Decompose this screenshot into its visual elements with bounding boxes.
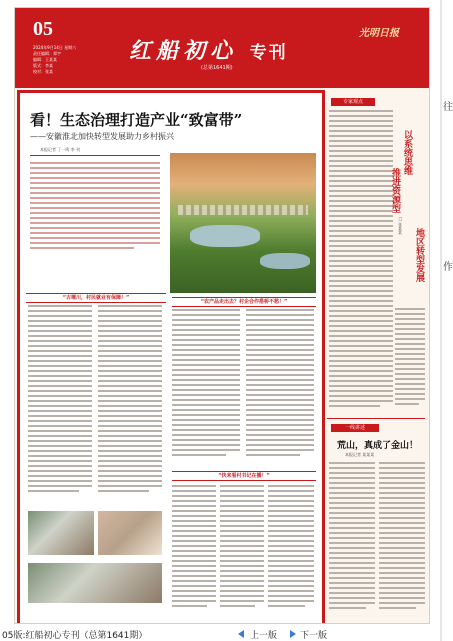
- photo-market: [28, 511, 94, 555]
- issue-number: (总第1641期): [201, 65, 233, 71]
- meta-line: 2024年9月14日 星期六: [33, 45, 77, 50]
- meta-line: 版式：李某: [33, 63, 53, 68]
- section-heading-text: “农产品走出去？村企合作搭桥不愁！”: [198, 298, 291, 306]
- opinion-title-line: 推进资源型: [390, 168, 400, 213]
- section-heading-1: [26, 293, 166, 303]
- page-header: [15, 8, 429, 88]
- meta-line: 校对：张某: [33, 69, 53, 74]
- opinion-title-line-3: [409, 228, 425, 282]
- text-column: [28, 305, 92, 505]
- photo-livestream: [98, 511, 162, 555]
- prev-page-link[interactable]: 上一版: [250, 631, 278, 641]
- section-heading-text: “快来看村书记在播！”: [215, 472, 273, 480]
- prev-arrow-icon[interactable]: [238, 630, 244, 638]
- divider: [327, 418, 425, 419]
- newspaper-logo: 光明日报: [359, 28, 399, 39]
- expert-view-badge: 专家观点: [331, 98, 375, 106]
- main-article[interactable]: [17, 90, 325, 624]
- article-byline: 本报记者 丁一鸣 李 刊: [40, 147, 80, 152]
- section-heading-text: “古堰川，村民就业有保障！”: [60, 294, 133, 302]
- article-headline[interactable]: 看！生态治理打造产业“致富带”: [30, 111, 243, 129]
- frontline-badge: 一线讲述: [331, 424, 379, 432]
- opinion-author: □ 张某某: [398, 216, 403, 235]
- article-intro: [30, 155, 160, 280]
- text-column: [172, 309, 240, 469]
- opinion-text: [329, 110, 393, 410]
- edge-text: 作: [443, 262, 453, 273]
- text-column: [268, 485, 314, 615]
- section-heading-3: [172, 471, 316, 481]
- page-footer: [0, 627, 440, 641]
- meta-line: 编辑：王某某: [33, 57, 57, 62]
- frontline-title[interactable]: 荒山，真成了金山！: [337, 441, 419, 451]
- opinion-text-2: [395, 308, 425, 408]
- text-column: [220, 485, 264, 615]
- scrollbar[interactable]: [440, 0, 442, 641]
- section-title-main: 红船初心: [129, 38, 238, 64]
- photo-workshop: [28, 563, 162, 603]
- section-title: [129, 34, 288, 65]
- current-page-label: 05版:红船初心专刊（总第1641期）: [2, 631, 148, 641]
- page-number: 05: [33, 18, 53, 40]
- frontline-text: [379, 462, 425, 612]
- meta-line: 责任编辑：郑宇: [33, 51, 61, 56]
- section-title-suffix: 专刊: [249, 43, 288, 63]
- opinion-title-line: 以系统思维: [402, 130, 412, 175]
- newspaper-page[interactable]: [14, 7, 430, 624]
- next-page-link[interactable]: 下一版: [300, 631, 328, 641]
- opinion-title-line-2: [385, 168, 401, 213]
- section-heading-2: [172, 297, 316, 307]
- opinion-title-line: 地区转型发展: [414, 228, 424, 282]
- header-meta: [33, 45, 113, 75]
- next-arrow-icon[interactable]: [290, 630, 296, 638]
- frontline-text: [329, 462, 375, 612]
- text-column: [172, 485, 216, 615]
- landscape-photo: [170, 153, 316, 293]
- frontline-byline: 本报记者 某某某: [345, 452, 375, 457]
- text-column: [98, 305, 162, 505]
- edge-text: 往: [443, 102, 453, 113]
- article-subhead: ——安徽淮北加快转型发展助力乡村振兴: [30, 132, 174, 141]
- text-column: [246, 309, 314, 469]
